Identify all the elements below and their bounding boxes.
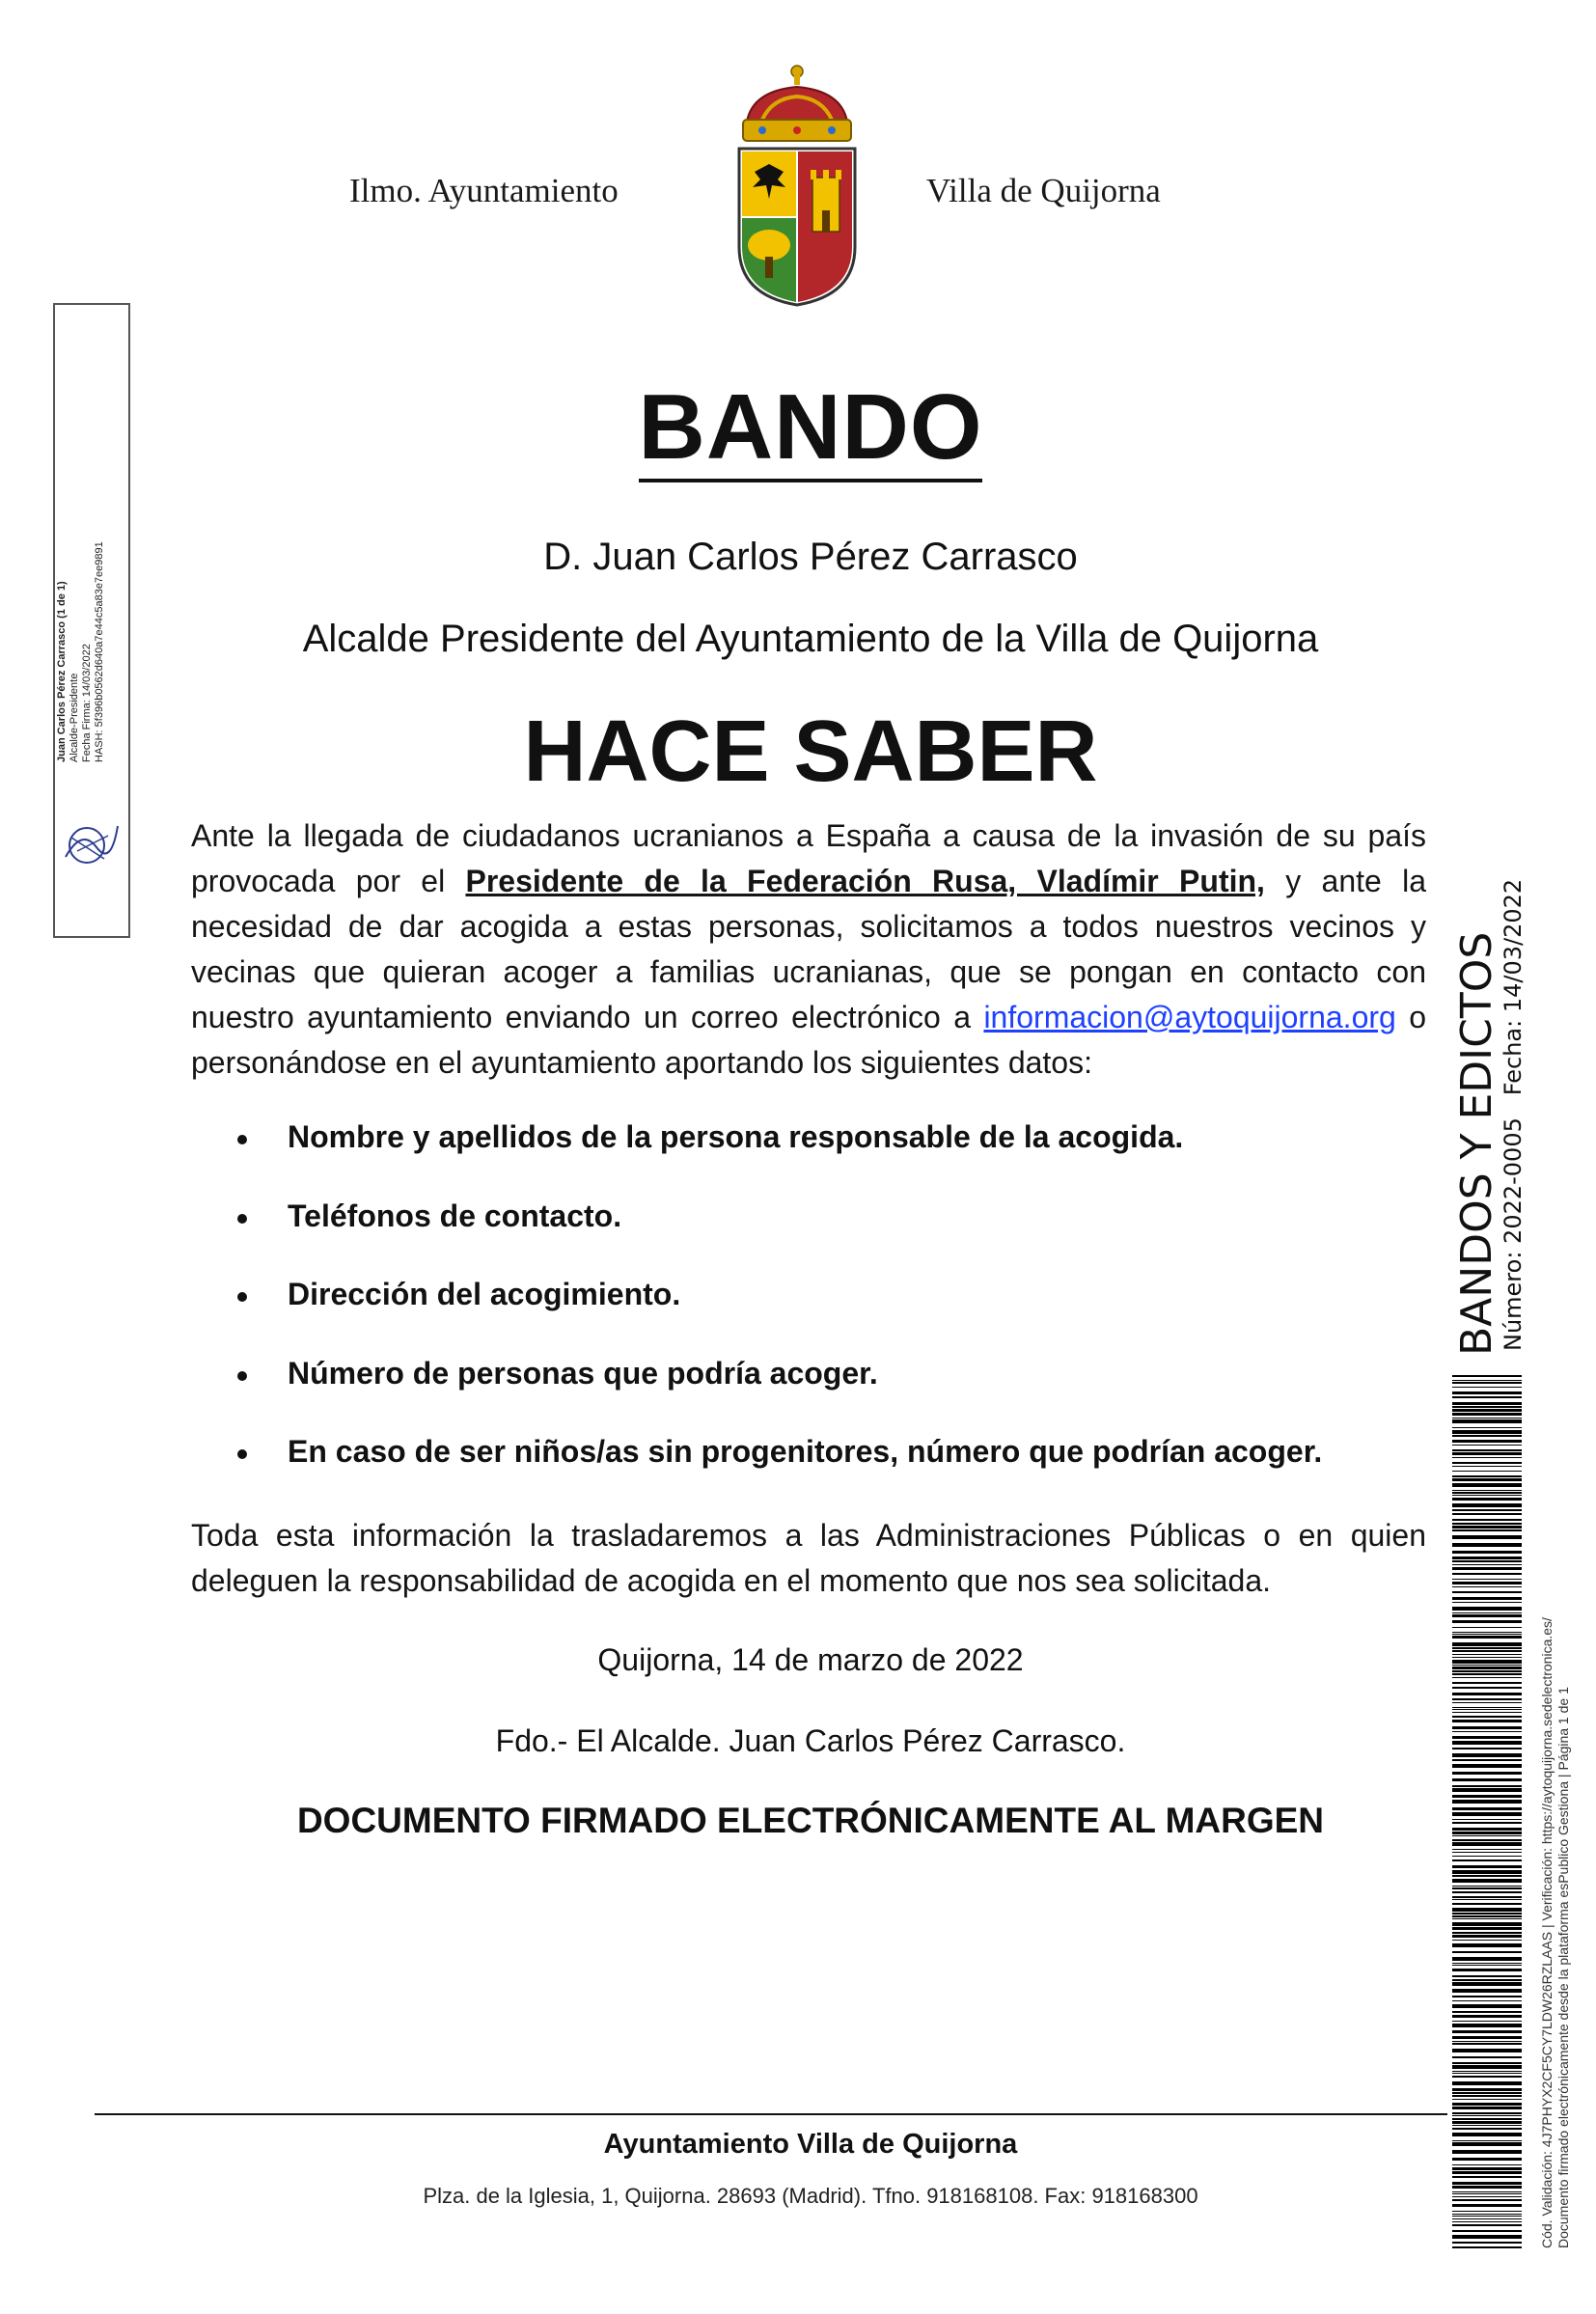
barcode-bar [1452, 1899, 1522, 1900]
barcode-bar [1452, 1427, 1522, 1428]
barcode-bar [1452, 1795, 1522, 1798]
barcode-bar [1452, 1677, 1522, 1678]
barcode-bar [1452, 1896, 1522, 1898]
barcode-bar [1452, 1832, 1522, 1834]
stamp-numero: Número: 2022-0005 [1500, 1117, 1527, 1351]
barcode-bar [1452, 1654, 1522, 1655]
signature-role: Alcalde-Presidente [69, 673, 80, 762]
barcode-bar [1452, 1842, 1522, 1846]
barcode-bar [1452, 1915, 1522, 1917]
barcode-bar [1452, 1387, 1522, 1388]
barcode-bar [1452, 1597, 1522, 1600]
body-text-a: Ante la llegada de ciudadanos ucranianos a España a causa de la invasión de su país provocada por el [191, 818, 1426, 898]
header-left-text: Ilmo. Ayuntamiento [349, 172, 619, 209]
barcode-bar [1452, 1788, 1522, 1792]
barcode-bar [1452, 1716, 1522, 1718]
barcode-bar [1452, 1720, 1522, 1722]
signature-hash: HASH: 5f396b0562d640a7e44c5a83e7ee9891 [94, 541, 105, 762]
barcode-bar [1452, 2214, 1522, 2215]
barcode-bar [1452, 1636, 1522, 1639]
barcode-icon [1452, 1375, 1522, 2248]
body-text-b: y ante la necesidad de dar acogida a estas personas, solicitamos a todos nuestros vecinos y vecinas que quieran acoger a familias ucranianas, que se pongan en contacto con nuestro ayuntamiento enviando un correo electrónico a [191, 864, 1426, 1034]
barcode-bar [1452, 1478, 1522, 1481]
barcode-bar [1452, 2112, 1522, 2114]
barcode-bar [1452, 1748, 1522, 1749]
barcode-bar [1452, 1852, 1522, 1853]
barcode-bar [1452, 2092, 1522, 2094]
barcode-bar [1452, 1413, 1522, 1416]
barcode-bar [1452, 1979, 1522, 1981]
barcode-bar [1452, 1785, 1522, 1787]
barcode-bar [1452, 1650, 1522, 1652]
list-item: Dirección del acogimiento. [232, 1277, 1438, 1356]
barcode-bar [1452, 1551, 1522, 1554]
place-date: Quijorna, 14 de marzo de 2022 [597, 1642, 1024, 1677]
barcode-bar [1452, 1932, 1522, 1934]
barcode-bar [1452, 1772, 1522, 1775]
barcode-bar [1452, 2000, 1522, 2001]
barcode-bar [1452, 1523, 1522, 1525]
barcode-bar [1452, 1483, 1522, 1487]
header-right-text: Villa de Quijorna [926, 172, 1161, 209]
barcode-bar [1452, 1503, 1522, 1507]
barcode-bar [1452, 1940, 1522, 1941]
barcode-bar [1452, 2099, 1522, 2100]
barcode-bar [1452, 1647, 1522, 1649]
barcode-bar [1452, 1582, 1522, 1584]
barcode-bar [1452, 2081, 1522, 2085]
signature-name: Juan Carlos Pérez Carrasco (1 de 1) [56, 581, 68, 762]
barcode-bar [1452, 1657, 1522, 1658]
list-item: Teléfonos de contacto. [232, 1198, 1438, 1278]
barcode-bar [1452, 2056, 1522, 2058]
barcode-bar [1452, 1457, 1522, 1458]
list-item: En caso de ser niños/as sin progenitores, número que podrían acoger. [232, 1434, 1438, 1513]
barcode-bar [1452, 1391, 1522, 1394]
barcode-bar [1452, 1375, 1522, 1377]
barcode-bar [1452, 1800, 1522, 1804]
document-title [0, 374, 1596, 481]
stamp-details [1500, 879, 1527, 1351]
barcode-bar [1452, 1492, 1522, 1494]
barcode-bar [1452, 1865, 1522, 1868]
barcode-bar [1452, 1965, 1522, 1966]
barcode-bar [1452, 1445, 1522, 1446]
barcode-bar [1452, 1913, 1522, 1915]
barcode-bar [1452, 2242, 1522, 2244]
barcode-bar [1452, 1466, 1522, 1467]
barcode-bar [1452, 2015, 1522, 2018]
barcode-bar [1452, 1418, 1522, 1419]
footer-address: Plza. de la Iglesia, 1, Quijorna. 28693 (Madrid). Tfno. 918168108. Fax: 918168300 [423, 2184, 1198, 2208]
barcode-bar [1452, 2115, 1522, 2116]
barcode-bar [1452, 1839, 1522, 1841]
barcode-bar [1452, 2224, 1522, 2226]
barcode-bar [1452, 1612, 1522, 1613]
barcode-bar [1452, 1475, 1522, 1477]
barcode-bar [1452, 1856, 1522, 1857]
barcode-bar [1452, 1764, 1522, 1768]
barcode-bar [1452, 1471, 1522, 1472]
required-data-list [232, 1119, 1438, 1513]
barcode-bar [1452, 2062, 1522, 2064]
barcode-bar [1452, 2176, 1522, 2178]
barcode-bar [1452, 1440, 1522, 1443]
barcode-bar [1452, 2216, 1522, 2217]
body-paragraph-2: Toda esta información la trasladaremos a las Administraciones Públicas o en quien deleguen la responsabilidad de acogida en el momento que nos sea solicitada. [191, 1518, 1426, 1598]
barcode-bar [1452, 1726, 1522, 1729]
barcode-bar [1452, 1529, 1522, 1531]
barcode-bar [1452, 2036, 1522, 2039]
barcode-bar [1452, 1526, 1522, 1529]
barcode-bar [1452, 1535, 1522, 1539]
barcode-bar [1452, 1660, 1522, 1664]
barcode-bar [1452, 1975, 1522, 1977]
barcode-bar [1452, 1495, 1522, 1496]
barcode-bar [1452, 1951, 1522, 1953]
barcode-bar [1452, 1943, 1522, 1947]
barcode-bar [1452, 1667, 1522, 1669]
barcode-bar [1452, 2073, 1522, 2074]
barcode-bar [1452, 1509, 1522, 1511]
barcode-bar [1452, 2004, 1522, 2008]
barcode-bar [1452, 2221, 1522, 2222]
barcode-bar [1452, 1430, 1522, 1434]
barcode-bar [1452, 1627, 1522, 1628]
barcode-bar [1452, 1614, 1522, 1617]
title-text: BANDO [639, 375, 983, 482]
barcode-bar [1452, 1859, 1522, 1861]
body-text-c: o personándose en el ayuntamiento aportando los siguientes datos: [191, 1000, 1427, 1080]
barcode-bar [1452, 1969, 1522, 1971]
barcode-bar [1452, 2041, 1522, 2042]
barcode-bar [1452, 2107, 1522, 2109]
barcode-bar [1452, 1698, 1522, 1700]
issuer-name: D. Juan Carlos Pérez Carrasco [543, 536, 1078, 578]
barcode-bar [1452, 1579, 1522, 1580]
barcode-bar [1452, 1513, 1522, 1515]
barcode-bar [1452, 2103, 1522, 2106]
barcode-bar [1452, 1560, 1522, 1562]
stamp-category: BANDOS Y EDICTOS [1452, 931, 1501, 1356]
handwritten-signature-icon [58, 809, 125, 876]
barcode-bar [1452, 1753, 1522, 1757]
barcode-bar [1452, 1891, 1522, 1893]
barcode-bar [1452, 1702, 1522, 1703]
stamp-fecha: Fecha: 14/03/2022 [1500, 878, 1527, 1096]
barcode-bar [1452, 1665, 1522, 1666]
barcode-bar [1452, 2164, 1522, 2165]
barcode-bar [1452, 2021, 1522, 2022]
barcode-bar [1452, 1822, 1522, 1824]
barcode-bar [1452, 1887, 1522, 1889]
barcode-bar [1452, 2043, 1522, 2045]
barcode-bar [1452, 1886, 1522, 1887]
barcode-bar [1452, 2167, 1522, 2170]
barcode-bar [1452, 1807, 1522, 1810]
email-link[interactable]: informacion@aytoquijorna.org [983, 1000, 1396, 1034]
barcode-bar [1452, 1573, 1522, 1575]
barcode-bar [1452, 2211, 1522, 2212]
barcode-bar [1452, 2065, 1522, 2069]
barcode-bar [1452, 1731, 1522, 1732]
barcode-bar [1452, 1707, 1522, 1708]
barcode-bar [1452, 1632, 1522, 1633]
barcode-bar [1452, 1462, 1522, 1464]
barcode-bar [1452, 2049, 1522, 2052]
issuer-role: Alcalde Presidente del Ayuntamiento de la Villa de Quijorna [302, 618, 1319, 660]
barcode-bar [1452, 1380, 1522, 1381]
barcode-bar [1452, 1908, 1522, 1912]
barcode-bar [1452, 1922, 1522, 1926]
barcode-bar [1452, 1396, 1522, 1398]
hace-saber-heading: HACE SABER [523, 703, 1098, 800]
barcode-bar [1452, 1935, 1522, 1938]
barcode-bar [1452, 1564, 1522, 1565]
barcode-bar [1452, 1741, 1522, 1745]
barcode-bar [1452, 1996, 1522, 1997]
barcode-bar [1452, 1543, 1522, 1547]
barcode-bar [1452, 1586, 1522, 1587]
margin-note: DOCUMENTO FIRMADO ELECTRÓNICAMENTE AL MARGEN [296, 1801, 1325, 1840]
barcode-bar [1452, 1620, 1522, 1623]
coat-of-arms-logo [733, 64, 861, 307]
barcode-bar [1452, 1419, 1522, 1423]
barcode-bar [1452, 1556, 1522, 1559]
barcode-bar [1452, 1709, 1522, 1710]
barcode-bar [1452, 1828, 1522, 1831]
signature-date: Fecha Firma: 14/03/2022 [81, 644, 93, 762]
verification-line-1: Cód. Validación: 4J7PHYX2CF5CY7LDW26RZLAAS | Verificación: https://aytoquijorna.sedelectronica.es/ [1539, 1617, 1555, 2248]
barcode-bar [1452, 1602, 1522, 1603]
barcode-bar [1452, 1449, 1522, 1451]
barcode-bar [1452, 2030, 1522, 2033]
barcode-bar [1452, 2024, 1522, 2027]
barcode-bar [1452, 2235, 1522, 2239]
barcode-bar [1452, 1875, 1522, 1877]
barcode-bar [1452, 2011, 1522, 2013]
barcode-bar [1452, 1567, 1522, 1570]
barcode-bar [1452, 1406, 1522, 1408]
barcode-bar [1452, 1670, 1522, 1672]
barcode-bar [1452, 1927, 1522, 1930]
barcode-bar [1452, 1673, 1522, 1675]
barcode-bar [1452, 2118, 1522, 2120]
barcode-bar [1452, 1435, 1522, 1437]
barcode-bar [1452, 2071, 1522, 2072]
barcode-bar [1452, 2246, 1522, 2248]
barcode-bar [1452, 1712, 1522, 1713]
barcode-bar [1452, 2171, 1522, 2174]
barcode-bar [1452, 1759, 1522, 1761]
barcode-bar [1452, 1989, 1522, 1993]
barcode-bar [1452, 1963, 1522, 1964]
barcode-bar [1452, 2125, 1522, 2126]
barcode-bar [1452, 1382, 1522, 1384]
barcode-bar [1452, 2088, 1522, 2091]
barcode-bar [1452, 1819, 1522, 1820]
barcode-bar [1452, 1591, 1522, 1593]
barcode-bar [1452, 2095, 1522, 2097]
body-paragraph-1 [191, 813, 1426, 1086]
barcode-bar [1452, 1982, 1522, 1986]
barcode-bar [1452, 1918, 1522, 1919]
barcode-bar [1452, 1835, 1522, 1836]
barcode-bar [1452, 1736, 1522, 1739]
barcode-bar [1452, 1687, 1522, 1689]
footer-divider [95, 2113, 1447, 2115]
barcode-bar [1452, 1607, 1522, 1611]
barcode-bar [1452, 1519, 1522, 1521]
verification-line-2: Documento firmado electrónicamente desde la plataforma esPublico Gestiona | Página 1 de 1 [1555, 1687, 1571, 2248]
barcode-bar [1452, 1402, 1522, 1405]
barcode-bar [1452, 1879, 1522, 1883]
barcode-bar [1452, 1957, 1522, 1961]
barcode-bar [1452, 1778, 1522, 1781]
barcode-bar [1452, 1870, 1522, 1874]
barcode-bar [1452, 1452, 1522, 1455]
barcode-bar [1452, 1849, 1522, 1850]
barcode-bar [1452, 1903, 1522, 1905]
barcode-bar [1452, 1490, 1522, 1491]
barcode-bar [1452, 2076, 1522, 2078]
barcode-bar [1452, 1634, 1522, 1635]
barcode-bar [1452, 1682, 1522, 1684]
barcode-bar [1452, 2230, 1522, 2232]
barcode-bar [1452, 1409, 1522, 1412]
signed-by: Fdo.- El Alcalde. Juan Carlos Pérez Carrasco. [495, 1723, 1126, 1758]
barcode-bar [1452, 1642, 1522, 1646]
barcode-bar [1452, 1812, 1522, 1816]
footer-name: Ayuntamiento Villa de Quijorna [603, 2129, 1018, 2160]
list-item: Número de personas que podría acoger. [232, 1356, 1438, 1435]
barcode-bar [1452, 1693, 1522, 1695]
barcode-bar [1452, 2218, 1522, 2219]
list-item: Nombre y apellidos de la persona responsable de la acogida. [232, 1119, 1438, 1198]
barcode-bar [1452, 2121, 1522, 2124]
barcode-bar [1452, 1498, 1522, 1501]
body-bold-name: Presidente de la Federación Rusa, Vladímir Putin, [465, 864, 1265, 898]
